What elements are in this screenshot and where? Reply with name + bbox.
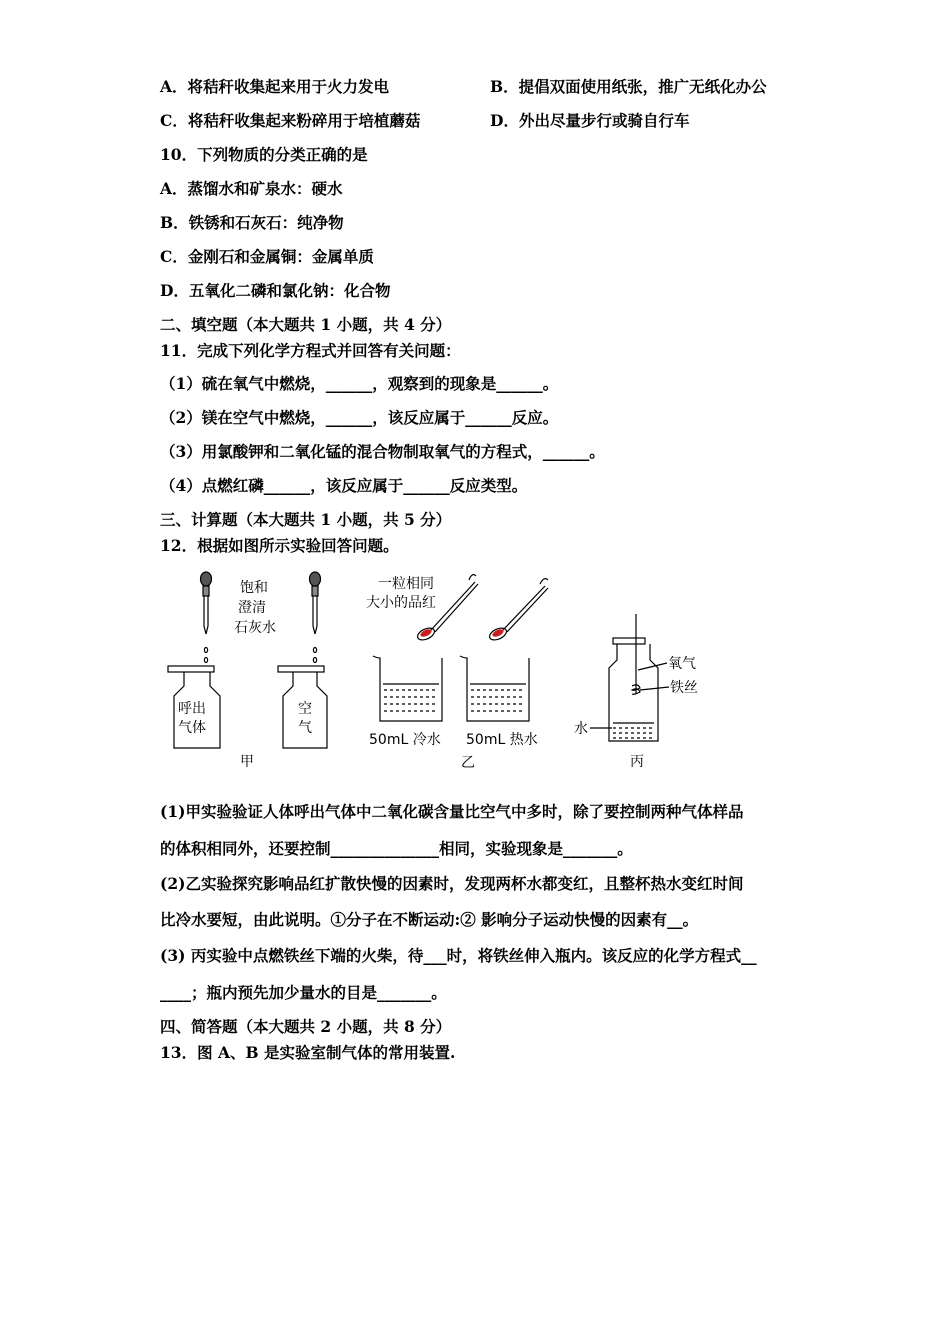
q9-option-c: C．将秸秆收集起来粉碎用于培植蘑菇 bbox=[160, 111, 421, 130]
q12-stem: 12．根据如图所示实验回答问题。 bbox=[160, 536, 399, 555]
yi-label-2: 大小的品红 bbox=[366, 595, 436, 611]
section4-heading: 四、简答题（本大题共 2 小题，共 8 分） bbox=[160, 1017, 452, 1036]
q9-option-d: D．外出尽量步行或骑自行车 bbox=[490, 111, 690, 130]
yi-beaker-cold bbox=[373, 656, 442, 721]
yi-spoon-right bbox=[488, 579, 548, 643]
q12-part-1-line2: 的体积相同外，还要控制______________相同，实验现象是_______。 bbox=[160, 839, 633, 858]
q10-option-d: D．五氧化二磷和氯化钠：化合物 bbox=[160, 281, 391, 300]
section2-heading: 二、填空题（本大题共 1 小题，共 4 分） bbox=[160, 315, 452, 334]
yi-label-1: 一粒相同 bbox=[378, 576, 434, 592]
bing-water-label: 水 bbox=[574, 721, 588, 737]
q11-part-3: （3）用氯酸钾和二氧化锰的混合物制取氧气的方程式，______。 bbox=[160, 442, 605, 461]
q9-option-b: B．提倡双面使用纸张，推广无纸化办公 bbox=[490, 77, 767, 96]
bing-oxygen-label: 氧气 bbox=[668, 656, 696, 672]
q13-stem: 13．图 A、B 是实验室制气体的常用装置. bbox=[160, 1043, 456, 1062]
jia-dropper-left bbox=[201, 572, 212, 663]
q10-option-b: B．铁锈和石灰石：纯净物 bbox=[160, 213, 344, 232]
q12-part-2-line1: (2)乙实验探究影响品红扩散快慢的因素时，发现两杯水都变红，且整杯热水变红时间 bbox=[160, 874, 744, 893]
yi-caption: 乙 bbox=[461, 755, 475, 771]
jia-label-1: 饱和 bbox=[240, 580, 268, 596]
jia-dropper-right bbox=[310, 572, 321, 663]
yi-beaker-hot-label: 50mL 热水 bbox=[466, 732, 538, 748]
yi-beaker-hot bbox=[460, 656, 529, 721]
bing-wire-label: 铁丝 bbox=[670, 680, 698, 696]
bing-caption: 丙 bbox=[630, 754, 644, 770]
yi-beaker-cold-label: 50mL 冷水 bbox=[369, 732, 441, 748]
q11-part-2: （2）镁在空气中燃烧，______，该反应属于______反应。 bbox=[160, 408, 559, 427]
jia-label-3: 石灰水 bbox=[234, 620, 276, 636]
section3-heading: 三、计算题（本大题共 1 小题，共 5 分） bbox=[160, 510, 452, 529]
jia-bottle-left-line1: 呼出 bbox=[178, 701, 206, 717]
bing-bottle bbox=[590, 614, 669, 741]
q9-option-a: A．将秸秆收集起来用于火力发电 bbox=[160, 77, 390, 96]
jia-bottle-right-line1: 空 bbox=[298, 701, 312, 717]
q12-part-1-line1: (1)甲实验验证人体呼出气体中二氧化碳含量比空气中多时，除了要控制两种气体样品 bbox=[160, 802, 744, 821]
q12-part-3-line1: (3) 丙实验中点燃铁丝下端的火柴，待___时，将铁丝伸入瓶内。该反应的化学方程式__ bbox=[160, 946, 757, 965]
q10-stem: 10．下列物质的分类正确的是 bbox=[160, 145, 368, 164]
q10-option-c: C．金刚石和金属铜：金属单质 bbox=[160, 247, 374, 266]
jia-bottle-right-line2: 气 bbox=[298, 720, 312, 736]
q12-part-3-line2: ____；瓶内预先加少量水的目是_______。 bbox=[160, 983, 447, 1002]
jia-label-2: 澄清 bbox=[238, 600, 266, 616]
q11-part-4: （4）点燃红磷______，该反应属于______反应类型。 bbox=[160, 476, 528, 495]
q10-option-a: A．蒸馏水和矿泉水：硬水 bbox=[160, 179, 343, 198]
q11-stem: 11．完成下列化学方程式并回答有关问题： bbox=[160, 341, 461, 360]
jia-caption: 甲 bbox=[240, 754, 254, 770]
experiment-figure bbox=[160, 566, 760, 776]
q11-part-1: （1）硫在氧气中燃烧，______，观察到的现象是______。 bbox=[160, 374, 559, 393]
q12-part-2-line2: 比冷水要短，由此说明。①分子在不断运动:② 影响分子运动快慢的因素有__。 bbox=[160, 910, 699, 929]
jia-bottle-left-line2: 气体 bbox=[178, 720, 206, 736]
